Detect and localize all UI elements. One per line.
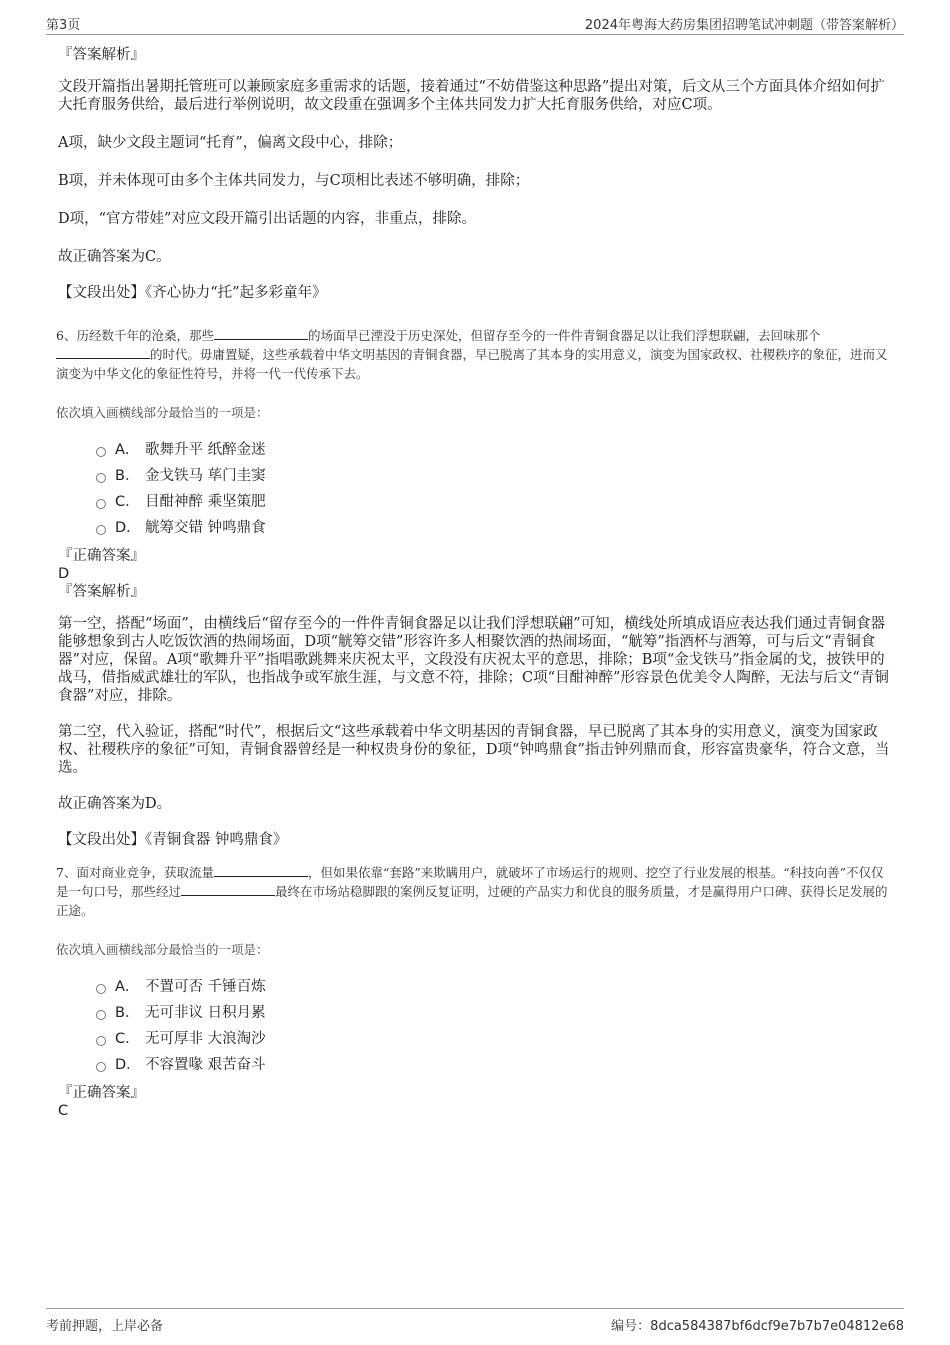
radio-icon[interactable]: [96, 984, 106, 994]
q6-option-c[interactable]: C． 目酣神醉 乘坚策肥: [96, 489, 894, 515]
q6-analysis-paragraph: 故正确答案为D。: [58, 796, 172, 812]
q6-options: [96, 437, 894, 541]
radio-icon[interactable]: [96, 447, 106, 457]
main-content: [56, 46, 894, 1126]
page-header: [46, 12, 904, 35]
q5-analysis-label: 『答案解析』: [58, 47, 145, 63]
page-number: 第3页: [46, 18, 81, 33]
q7-answer: C: [58, 1103, 69, 1119]
radio-icon[interactable]: [96, 1010, 106, 1020]
q7-answer-label: 『正确答案』: [58, 1085, 145, 1101]
blank-line: [56, 345, 150, 359]
q6-prompt: 依次填入画横线部分最恰当的一项是：: [56, 405, 269, 420]
q7-stem: 7、面对商业竞争，获取流量 ，但如果依靠“套路”来欺瞒用户，就破坏了市场运行的规则、挖空了行业发展的根基。“科技向善”不仅仅是一句口号，那些经过 最终在市场站稳脚跟的案例反复证明，过硬的产品实力和优良的服务质量，才是赢得用户口碑、获得长足发展的正途。: [56, 865, 888, 918]
radio-icon[interactable]: [96, 1062, 106, 1072]
q5-source: 【文段出处】《齐心协力“托”起多彩童年》: [58, 285, 327, 301]
document-title: 2024年粤海大药房集团招聘笔试冲刺题（带答案解析）: [584, 18, 904, 33]
q5-analysis-paragraph: A项，缺少文段主题词“托育”，偏离文段中心，排除；: [58, 135, 403, 151]
blank-line: [214, 326, 308, 340]
q6-option-b[interactable]: B． 金戈铁马 荜门圭窦: [96, 463, 894, 489]
q5-analysis-paragraph: 故正确答案为C。: [58, 249, 171, 265]
q7-option-c[interactable]: C． 无可厚非 大浪淘沙: [96, 1026, 894, 1052]
question-7: [56, 863, 894, 1120]
q6-option-d[interactable]: D． 觥筹交错 钟鸣鼎食: [96, 515, 894, 541]
radio-icon[interactable]: [96, 473, 106, 483]
q6-analysis-paragraph: 第一空，搭配“场面”，由横线后“留存至今的一件件青铜食器足以让我们浮想联翩”可知，横线处所填成语应表达我们通过青铜食器能够想象到古人吃饭饮酒的热闹场面，D项“觥筹交错”形容许多人相聚饮酒的热闹场面，“觥筹”指酒杯与酒筹，可与后文“青铜食器”对应，保留。A项“歌舞升平”指唱歌跳舞来庆祝太平，文段没有庆祝太平的意思，排除；B项“金戈铁马”指金属的戈，披铁甲的战马，借指威武雄壮的军队，也指战争或军旅生涯，与文意不符，排除；C项“目酣神醉”形容景色优美令人陶醉，无法与后文“青铜食器”对应，排除。: [58, 616, 889, 704]
q6-option-a[interactable]: A． 歌舞升平 纸醉金迷: [96, 437, 894, 463]
q7-options: [96, 974, 894, 1078]
document-id: 编号：8dca584387bf6dcf9e7b7b7e04812e68: [611, 1319, 904, 1334]
footer-slogan: 考前押题，上岸必备: [46, 1319, 164, 1334]
q6-answer: D: [58, 566, 70, 582]
blank-line: [181, 882, 275, 896]
q7-option-a[interactable]: A． 不置可否 千锤百炼: [96, 974, 894, 1000]
q7-option-b[interactable]: B． 无可非议 日积月累: [96, 1000, 894, 1026]
question-6: [56, 326, 894, 849]
blank-line: [214, 863, 308, 877]
radio-icon[interactable]: [96, 499, 106, 509]
q6-analysis-label: 『答案解析』: [58, 584, 145, 600]
page-footer: [46, 1308, 904, 1333]
q6-stem: 6、历经数千年的沧桑，那些 的场面早已湮没于历史深处，但留存至今的一件件青铜食器足以让我们浮想联翩，去回味那个的时代。毋庸置疑，这些承载着中华文明基因的青铜食器，早已脱离了其本身的实用意义，演变为国家政权、社稷秩序的象征，进而又演变为中华文化的象征性符号，并将一代一代传承下去。: [56, 328, 888, 381]
q5-analysis-paragraph: 文段开篇指出暑期托管班可以兼顾家庭多重需求的话题，接着通过“不妨借鉴这种思路”提出对策，后文从三个方面具体介绍如何扩大托育服务供给，最后进行举例说明，故文段重在强调多个主体共同发力扩大托育服务供给，对应C项。: [58, 79, 885, 113]
q5-analysis-paragraph: D项，“官方带娃”对应文段开篇引出话题的内容，非重点，排除。: [58, 211, 476, 227]
q6-answer-label: 『正确答案』: [58, 548, 145, 564]
q5-analysis-paragraph: B项，并未体现可由多个主体共同发力，与C项相比表述不够明确，排除；: [58, 173, 530, 189]
q7-option-d[interactable]: D． 不容置喙 艰苦奋斗: [96, 1052, 894, 1078]
radio-icon[interactable]: [96, 525, 106, 535]
q7-prompt: 依次填入画横线部分最恰当的一项是：: [56, 942, 269, 957]
q6-analysis-paragraph: 第二空，代入验证，搭配“时代”，根据后文“这些承载着中华文明基因的青铜食器，早已脱离了其本身的实用意义，演变为国家政权、社稷秩序的象征”可知，青铜食器曾经是一种权贵身份的象征，D项“钟鸣鼎食”指击钟列鼎而食，形容富贵豪华，符合文意，当选。: [58, 724, 890, 776]
radio-icon[interactable]: [96, 1036, 106, 1046]
q6-source: 【文段出处】《青铜食器 钟鸣鼎食》: [58, 832, 288, 848]
